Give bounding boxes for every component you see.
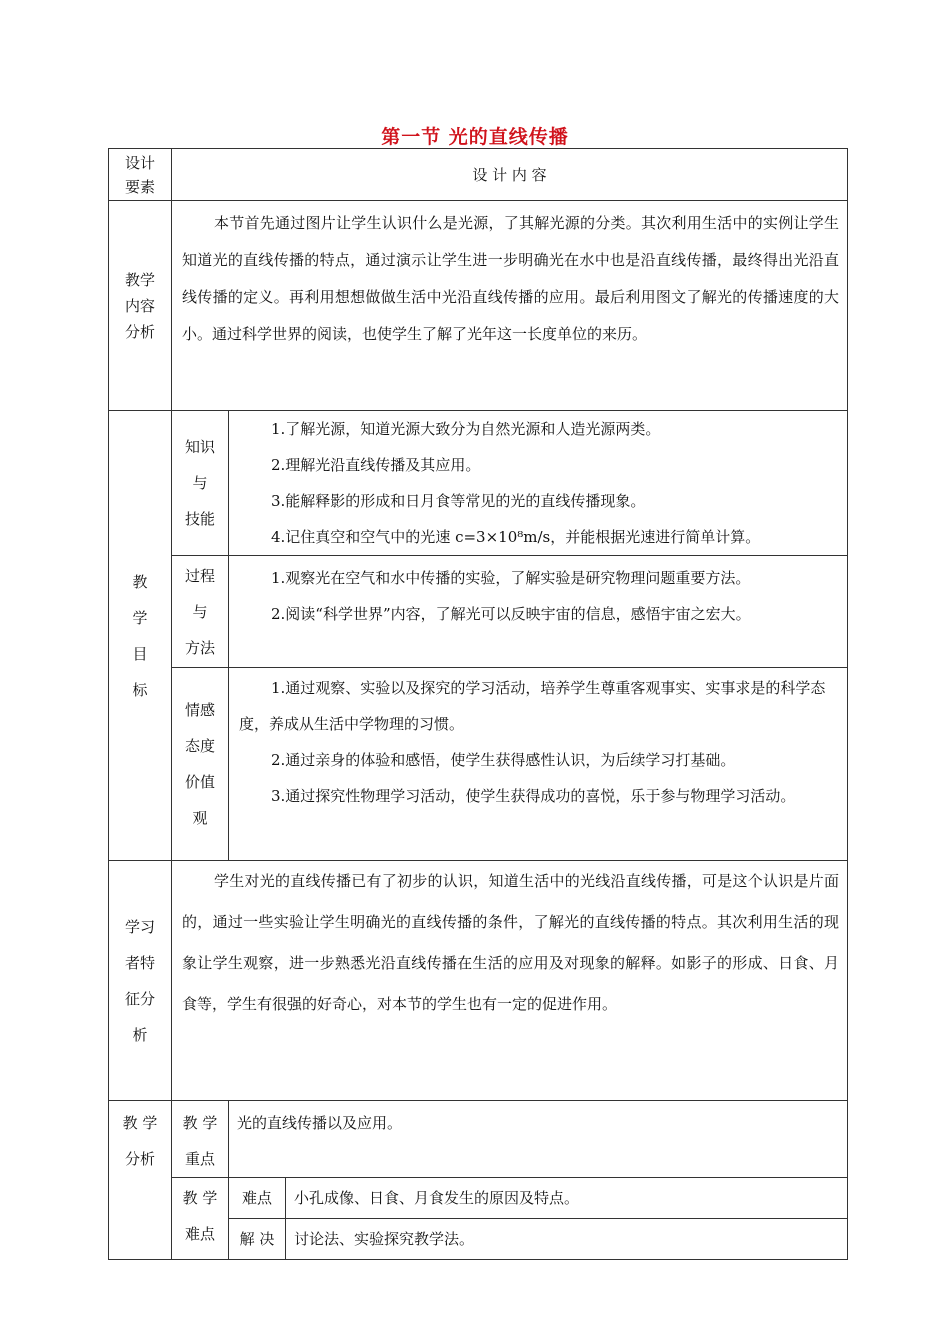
list-item: 2.理解光沿直线传播及其应用。: [271, 456, 481, 474]
header-design-content: 设 计 内 容: [172, 149, 848, 201]
list-item: 2.阅读“科学世界”内容，了解光可以反映宇宙的信息，感悟宇宙之宏大。: [271, 605, 751, 623]
solve-label: 解 决: [229, 1219, 286, 1260]
learner-analysis-text: 学生对光的直线传播已有了初步的认识，知道生活中的光线沿直线传播，可是这个认识是片面的，通过一些实验让学生明确光的直线传播的条件，了解光的直线传播的特点。其次利用生活的现象让学生观察，进一步熟悉光沿直线传播在生活的应用及对现象的解释。如影子的形成、日食、月食等，学生有很强的好奇心，对本节的学生也有一定的促进作用。: [172, 861, 848, 1101]
objective-emotion-row: [109, 668, 848, 861]
list-item: 4.记住真空和空气中的光速 c=3×10⁸m/s，并能根据光速进行简单计算。: [271, 528, 761, 546]
key-point-text: 光的直线传播以及应用。: [229, 1101, 848, 1178]
objectives-label: 教 学 目 标: [109, 411, 172, 861]
list-item: 1.通过观察、实验以及探究的学习活动，培养学生尊重客观事实、实事求是的科学态度，养成从生活中学物理的习惯。: [239, 679, 826, 733]
learner-analysis-row: [109, 861, 848, 1101]
solve-text: 讨论法、实验探究教学法。: [286, 1219, 848, 1260]
learner-analysis-label: 学习 者特 征分 析: [109, 861, 172, 1101]
header-row: [109, 149, 848, 201]
objective-knowledge-row: [109, 411, 848, 556]
difficulty-label: 教 学 难点: [172, 1178, 229, 1260]
list-item: 3.通过探究性物理学习活动，使学生获得成功的喜悦，乐于参与物理学习活动。: [271, 787, 796, 805]
emotion-label: 情感 态度 价值 观: [172, 668, 229, 861]
list-item: 3.能解释影的形成和日月食等常见的光的直线传播现象。: [271, 492, 646, 510]
lesson-design-table: [108, 148, 848, 1260]
content-analysis-row: [109, 201, 848, 411]
list-item: 1.观察光在空气和水中传播的实验，了解实验是研究物理问题重要方法。: [271, 569, 751, 587]
content-analysis-text: 本节首先通过图片让学生认识什么是光源，了其解光源的分类。其次利用生活中的实例让学生知道光的直线传播的特点，通过演示让学生进一步明确光在水中也是沿直线传播，最终得出光沿直线传播的定义。再利用想想做做生活中光沿直线传播的应用。最后利用图文了解光的传播速度的大小。通过科学世界的阅读，也使学生了解了光年这一长度单位的来历。: [172, 201, 848, 411]
key-point-label: 教 学 重点: [172, 1101, 229, 1178]
knowledge-list: [229, 411, 848, 556]
header-design-element: 设计 要素: [109, 149, 172, 201]
list-item: 2.通过亲身的体验和感悟，使学生获得感性认识，为后续学习打基础。: [271, 751, 736, 769]
process-list: [229, 556, 848, 668]
emotion-list: [229, 668, 848, 861]
page-title: 第一节 光的直线传播: [381, 126, 569, 148]
knowledge-label: 知识 与 技能: [172, 411, 229, 556]
difficult-point-label: 难点: [229, 1178, 286, 1219]
content-analysis-label: 教学 内容 分析: [109, 201, 172, 411]
difficulty-row: [109, 1178, 848, 1219]
objective-process-row: [109, 556, 848, 668]
process-label: 过程 与 方法: [172, 556, 229, 668]
teaching-analysis-label: 教 学 分析: [109, 1101, 172, 1260]
list-item: 1.了解光源，知道光源大致分为自然光源和人造光源两类。: [271, 420, 661, 438]
difficult-point-text: 小孔成像、日食、月食发生的原因及特点。: [286, 1178, 848, 1219]
key-point-row: [109, 1101, 848, 1178]
